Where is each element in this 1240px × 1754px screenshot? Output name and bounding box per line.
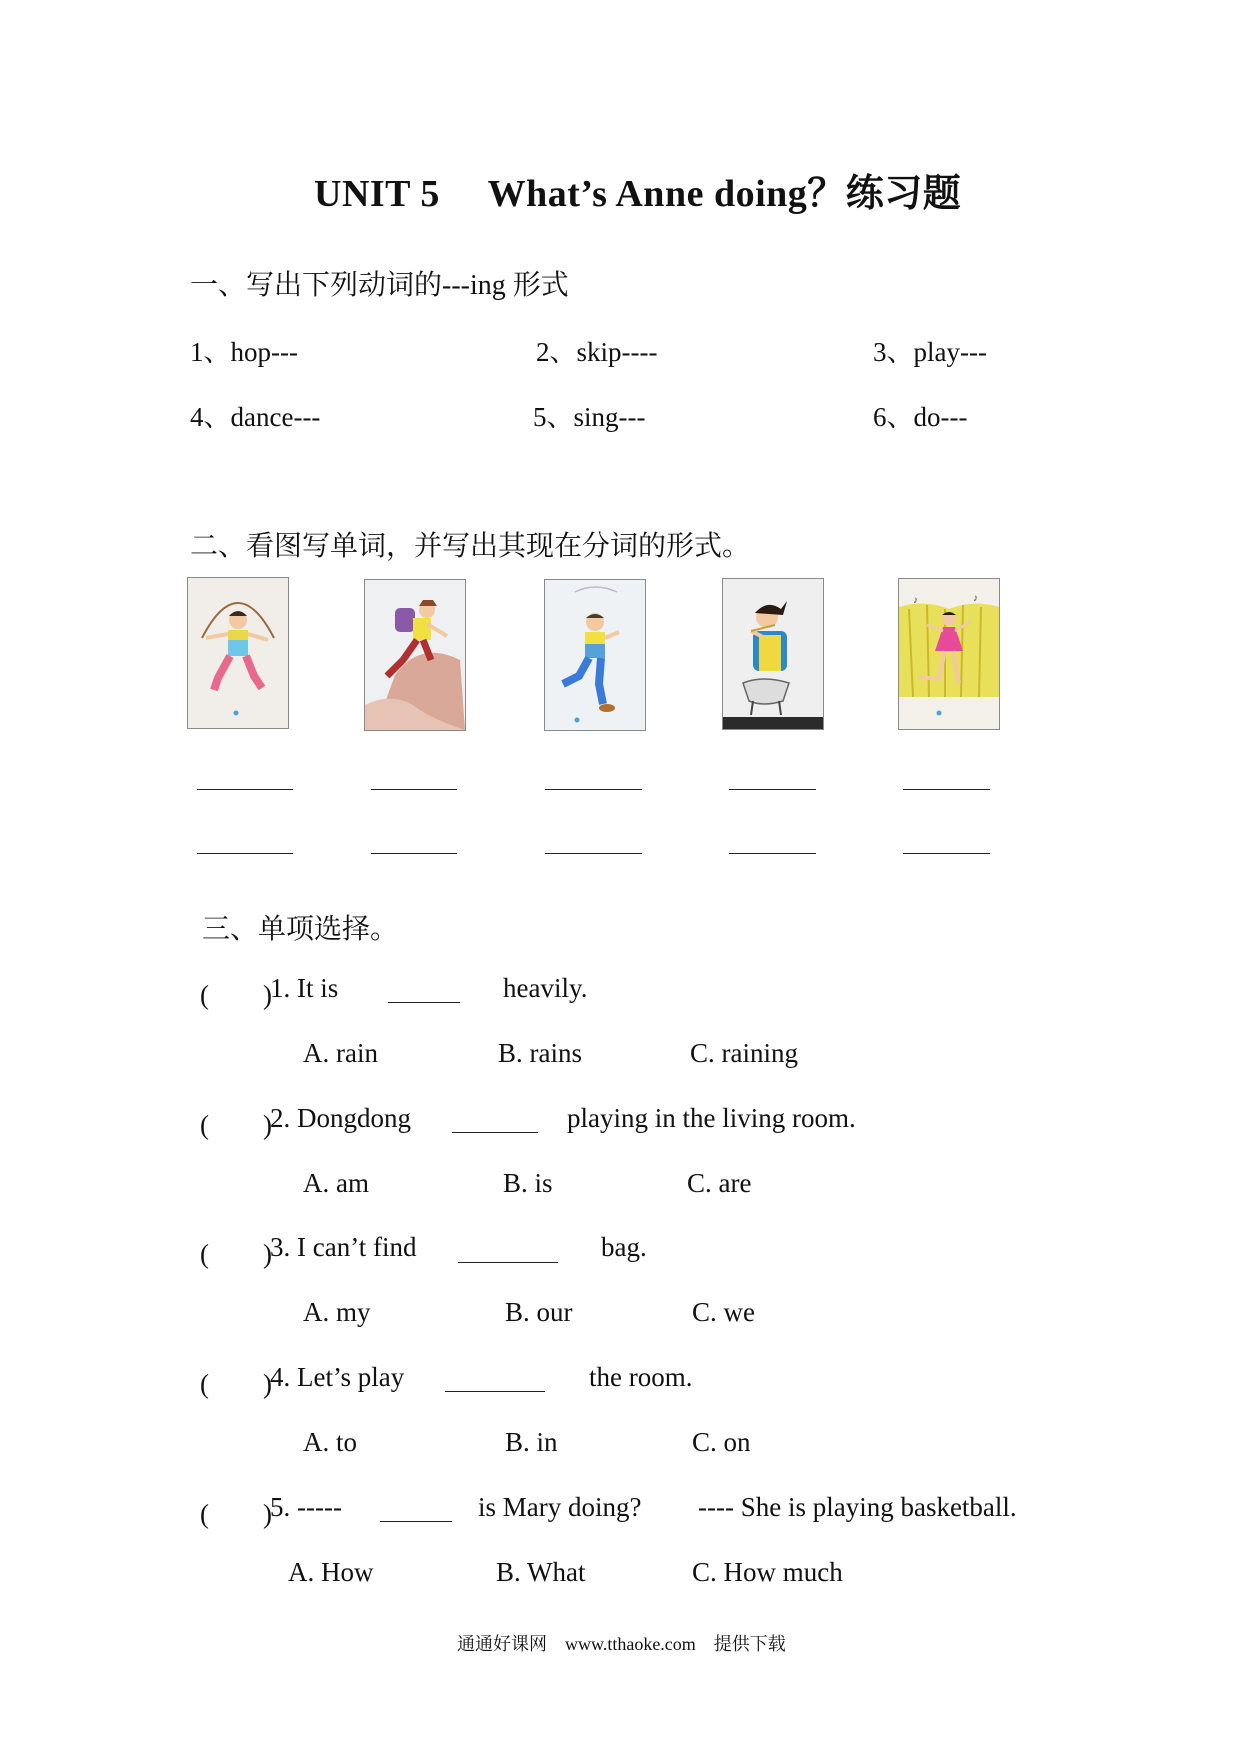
- question-5-stem: 5. -----: [270, 1492, 342, 1522]
- question-5-option-b: B. What: [496, 1557, 586, 1587]
- question-3-stem: 3. I can’t find: [270, 1232, 417, 1262]
- participle-blank-3[interactable]: [545, 853, 642, 854]
- question-2-option-a: A. am: [303, 1168, 369, 1198]
- word-blank-5[interactable]: [903, 789, 990, 790]
- word-blank-4[interactable]: [729, 789, 816, 790]
- question-4-stem: 4. Let’s play: [270, 1362, 405, 1392]
- question-4-option-b: B. in: [505, 1427, 558, 1457]
- question-3-option-c: C. we: [692, 1297, 755, 1327]
- page-title: UNIT 5 What’s Anne doing？练习题: [314, 173, 962, 215]
- question-1-option-a: A. rain: [303, 1038, 378, 1068]
- word-blank-2[interactable]: [371, 789, 457, 790]
- participle-blank-5[interactable]: [903, 853, 990, 854]
- question-3-blank[interactable]: [458, 1262, 558, 1263]
- word-blank-3[interactable]: [545, 789, 642, 790]
- participle-blank-1[interactable]: [197, 853, 293, 854]
- question-2-option-b: B. is: [503, 1168, 553, 1198]
- verb-item-5: 5、sing---: [533, 402, 646, 432]
- svg-text:♪: ♪: [973, 593, 978, 604]
- climbing-mountain-icon: [364, 579, 466, 731]
- verb-item-3: 3、play---: [873, 337, 987, 367]
- participle-blank-2[interactable]: [371, 853, 457, 854]
- question-2-blank[interactable]: [452, 1132, 538, 1133]
- answer-bracket-3[interactable]: ( ): [200, 1239, 272, 1269]
- question-2-rest: playing in the living room.: [567, 1103, 856, 1133]
- page-footer: 通通好课网 www.tthaoke.com 提供下载: [457, 1634, 786, 1654]
- section3-heading: 三、单项选择。: [202, 914, 399, 945]
- question-3-option-a: A. my: [303, 1297, 371, 1327]
- question-1-option-b: B. rains: [498, 1038, 582, 1068]
- question-4-rest: the room.: [589, 1362, 693, 1392]
- question-3-rest: bag.: [601, 1232, 647, 1262]
- question-2-stem: 2. Dongdong: [270, 1103, 411, 1133]
- question-3-option-b: B. our: [505, 1297, 573, 1327]
- word-blank-1[interactable]: [197, 789, 293, 790]
- participle-blank-4[interactable]: [729, 853, 816, 854]
- cooking-icon: [722, 578, 824, 730]
- question-5-answer: ---- She is playing basketball.: [698, 1492, 1017, 1522]
- verb-item-1: 1、hop---: [190, 337, 298, 367]
- svg-text:♪: ♪: [913, 595, 918, 606]
- section2-heading: 二、看图写单词，并写出其现在分词的形式。: [190, 531, 751, 562]
- verb-item-4: 4、dance---: [190, 402, 321, 432]
- answer-bracket-5[interactable]: ( ): [200, 1499, 272, 1529]
- question-2-option-c: C. are: [687, 1168, 752, 1198]
- question-5-blank[interactable]: [380, 1521, 452, 1522]
- answer-bracket-4[interactable]: ( ): [200, 1369, 272, 1399]
- question-5-option-a: A. How: [288, 1557, 374, 1587]
- question-4-option-c: C. on: [692, 1427, 751, 1457]
- question-1-option-c: C. raining: [690, 1038, 798, 1068]
- question-4-blank[interactable]: [445, 1391, 545, 1392]
- question-5-option-c: C. How much: [692, 1557, 843, 1587]
- verb-item-2: 2、skip----: [536, 337, 658, 367]
- question-4-option-a: A. to: [303, 1427, 357, 1457]
- question-1-rest: heavily.: [503, 973, 588, 1003]
- verb-item-6: 6、do---: [873, 402, 968, 432]
- question-1-blank[interactable]: [388, 1002, 460, 1003]
- question-1-stem: 1. It is: [270, 973, 339, 1003]
- skipping-rope-icon: [187, 577, 289, 729]
- answer-bracket-1[interactable]: ( ): [200, 980, 272, 1010]
- answer-bracket-2[interactable]: ( ): [200, 1110, 272, 1140]
- question-5-rest: is Mary doing?: [478, 1492, 642, 1522]
- section1-heading: 一、写出下列动词的---ing 形式: [190, 270, 569, 301]
- dancing-icon: [898, 578, 1000, 730]
- hopping-icon: [544, 579, 646, 731]
